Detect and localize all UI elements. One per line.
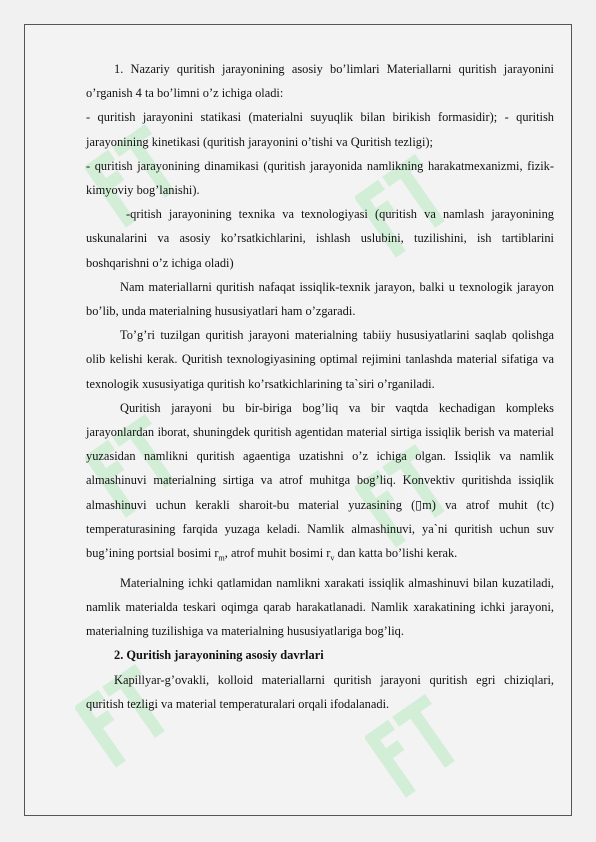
- paragraph-internal-moisture: Materialning ichki qatlamidan namlikni xarakati issiqlik almashinuvi bilan kuzatiladi, namlik materialda teskari oqimga qarab harakatlanadi. Namlik xarakatining ichki jarayoni, materialning tuzilishiga va materialning hususiyatlariga bog’liq.: [86, 575, 554, 639]
- list-item-dynamics: - quritish jarayonining dinamikasi (quritish jarayonida namlikning harakatmexanizmi, fizik-kimyoviy bog’lanishi).: [86, 158, 554, 198]
- list-item-statics-kinetics: - quritish jarayonini statikasi (materialni suyuqlik bilan birikish formasidir); - quritish jarayonining kinetikasi (quritish jarayonini o’tishi va Quritish tezligi);: [86, 110, 554, 149]
- document-body: [86, 57, 554, 716]
- document-page: [24, 24, 572, 816]
- paragraph-text: dan katta bo’lishi kerak.: [334, 546, 458, 561]
- subscript-m: m: [218, 553, 225, 563]
- section-2-heading: 2. Quritish jarayonining asosiy davrlari: [114, 648, 324, 663]
- paragraph-drying-curves: Kapillyar-g’ovakli, kolloid materiallarni quritish jarayoni quritish egri chiziqlari, quritish tezligi va material temperaturalari orqali ifodalanadi.: [86, 672, 554, 711]
- paragraph-text: , atrof muhit bosimi r: [224, 546, 331, 561]
- list-item-technique: -qritish jarayonining texnika va texnologiyasi (quritish va namlash jarayonining uskunalarini va asosiy ko’rsatkichlarini, ishlash uslubini, tuzilishini, ish tartiblarini boshqarishni o’z ichiga oladi): [86, 207, 554, 270]
- section-1-intro: 1. Nazariy quritish jarayonining asosiy bo’limlari Materiallarni quritish jarayonini o’rganish 4 ta bo’limni o’z ichiga oladi:: [86, 62, 554, 101]
- paragraph-technological-process: Nam materiallarni quritish nafaqat issiqlik-texnik jarayon, balki u texnologik jarayon bo’lib, unda materialning hususiyatlari ham o’zgaradi.: [86, 279, 554, 319]
- paragraph-text: Quritish jarayoni bu bir-biriga bog’liq va bir vaqtda kechadigan kompleks jarayonlardan iborat, shuningdek quritish agentidan material sirtiga issiqlik berish va material yuzasidan namlikni quritish agaentiga uzatishni o’z ichiga olgan. Issiqlik va namlik almashinuvi materialning sirtiga va atrof muhitga bog’liq. Konvektiv quritishda issiqlik almashinuvi uchun kerakli sharoit-bu material yuzasining (▯m) va atrof muhit (tc) temperaturasining farqida yuzaga keladi. Namlik almashinuvi, ya`ni quritish uchun suv bug’ining portsial bosimi r: [86, 400, 554, 561]
- subscript-v: v: [330, 553, 335, 563]
- paragraph-heat-moisture-exchange: [86, 396, 554, 571]
- paragraph-drying-regime: To’g’ri tuzilgan quritish jarayoni materialning tabiiy hususiyatlarini saqlab qolishga olib kelishi kerak. Quritish texnologiyasining optimal rejimini tanlashda material sifatiga va texnologik xususiyatiga quritish ko’rsatkichlarining ta`siri o’rganiladi.: [86, 328, 554, 391]
